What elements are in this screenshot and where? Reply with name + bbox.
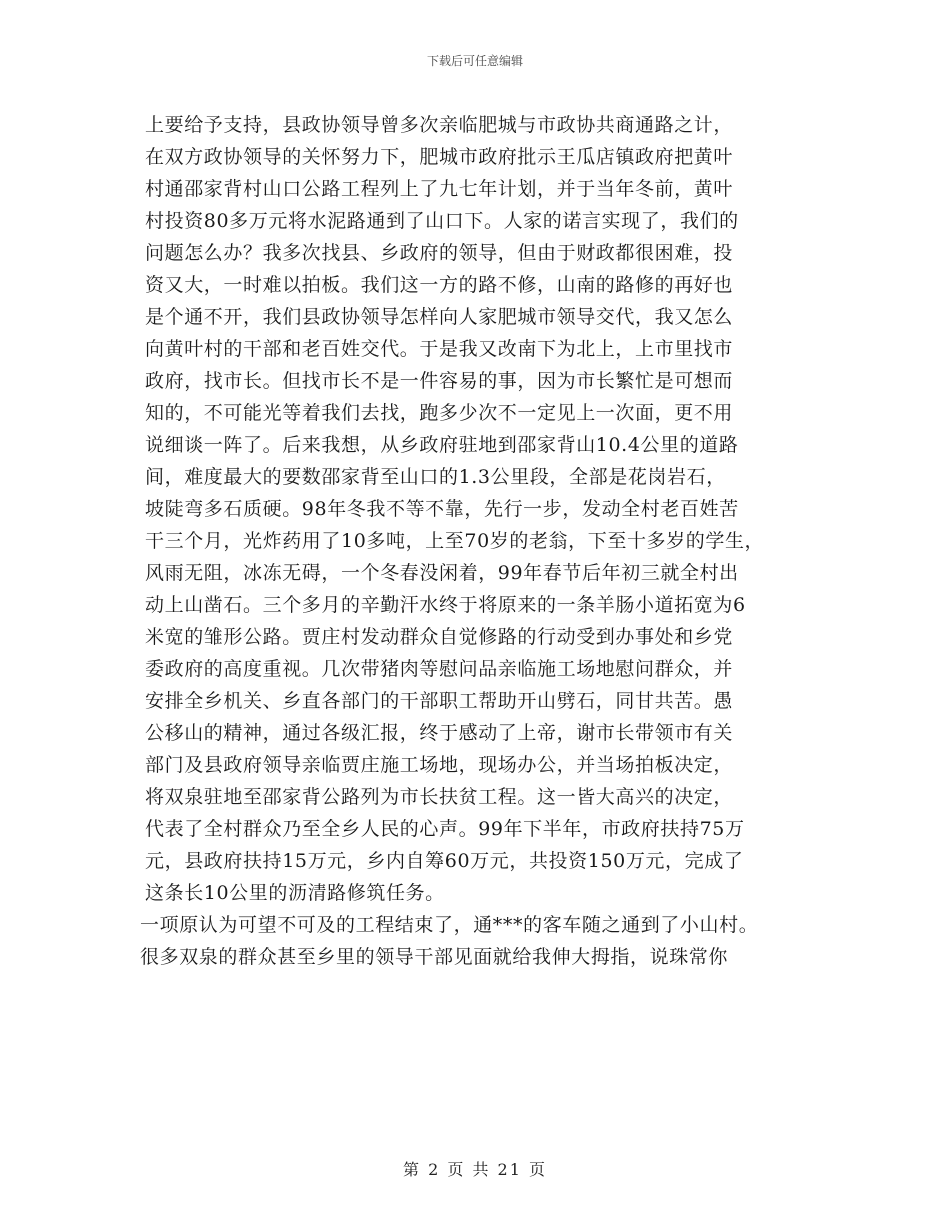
- text-line: 元，县政府扶持15万元，乡内自筹60万元，共投资150万元，完成了: [145, 850, 744, 872]
- text-line: 间，难度最大的要数邵家背至山口的1.3公里段，全部是花岗岩石，: [145, 466, 726, 488]
- text-line: 村通邵家背村山口公路工程列上了九七年计划，并于当年冬前，黄叶: [145, 178, 734, 200]
- text-line: 上要给予支持，县政协领导曾多次亲临肥城与市政协共商通路之计，: [145, 114, 734, 136]
- text-line: 在双方政协领导的关怀努力下，肥城市政府批示王瓜店镇政府把黄叶: [145, 146, 734, 168]
- page-footer: 第 2 页 共 21 页: [403, 1160, 547, 1179]
- text-line: 知的，不可能光等着我们去找，跑多少次不一定见上一次面，更不用: [145, 402, 734, 424]
- text-line: 问题怎么办？我多次找县、乡政府的领导，但由于财政都很困难，投: [145, 242, 734, 264]
- text-line: 干三个月，光炸药用了10多吨，上至70岁的老翁，下至十多岁的学生，: [145, 530, 765, 552]
- text-line: 部门及县政府领导亲临贾庄施工场地，现场办公，并当场拍板决定，: [145, 754, 734, 776]
- text-line: 米宽的雏形公路。贾庄村发动群众自觉修路的行动受到办事处和乡党: [145, 626, 734, 648]
- text-line: 代表了全村群众乃至全乡人民的心声。99年下半年，市政府扶持75万: [145, 818, 745, 840]
- text-line: 政府，找市长。但找市长不是一件容易的事，因为市长繁忙是可想而: [145, 370, 734, 392]
- text-line: 动上山凿石。三个多月的辛勤汗水终于将原来的一条羊肠小道拓宽为6: [145, 594, 746, 616]
- text-line: 资又大，一时难以拍板。我们这一方的路不修，山南的路修的再好也: [145, 274, 734, 296]
- text-line: 风雨无阻，冰冻无碍，一个冬春没闲着，99年春节后年初三就全村出: [145, 562, 739, 584]
- text-line: 说细谈一阵了。后来我想，从乡政府驻地到邵家背山10.4公里的道路: [145, 434, 739, 456]
- text-line: 将双泉驻地至邵家背公路列为市长扶贫工程。这一皆大高兴的决定，: [145, 786, 734, 808]
- text-line: 向黄叶村的干部和老百姓交代。于是我又改南下为北上，上市里找市: [145, 338, 734, 360]
- text-line: 坡陡弯多石质硬。98年冬我不等不靠，先行一步，发动全村老百姓苦: [145, 498, 739, 520]
- text-line: 安排全乡机关、乡直各部门的干部职工帮助开山劈石，同甘共苦。愚: [145, 690, 734, 712]
- text-line: 很多双泉的群众甚至乡里的领导干部见面就给我伸大拇指，说珠常你: [140, 946, 729, 968]
- text-line: 是个通不开，我们县政协领导怎样向人家肥城市领导交代，我又怎么: [145, 306, 734, 328]
- text-line: 村投资80多万元将水泥路通到了山口下。人家的诺言实现了，我们的: [145, 210, 739, 232]
- text-line: 委政府的高度重视。几次带猪肉等慰问品亲临施工场地慰问群众，并: [145, 658, 734, 680]
- text-line: 一项原认为可望不可及的工程结束了，通***的客车随之通到了小山村。: [140, 914, 759, 936]
- text-line: 公移山的精神，通过各级汇报，终于感动了上帝，谢市长带领市有关: [145, 722, 734, 744]
- page-header: 下载后可任意编辑: [426, 54, 523, 68]
- text-line: 这条长10公里的沥清路修筑任务。: [145, 882, 445, 904]
